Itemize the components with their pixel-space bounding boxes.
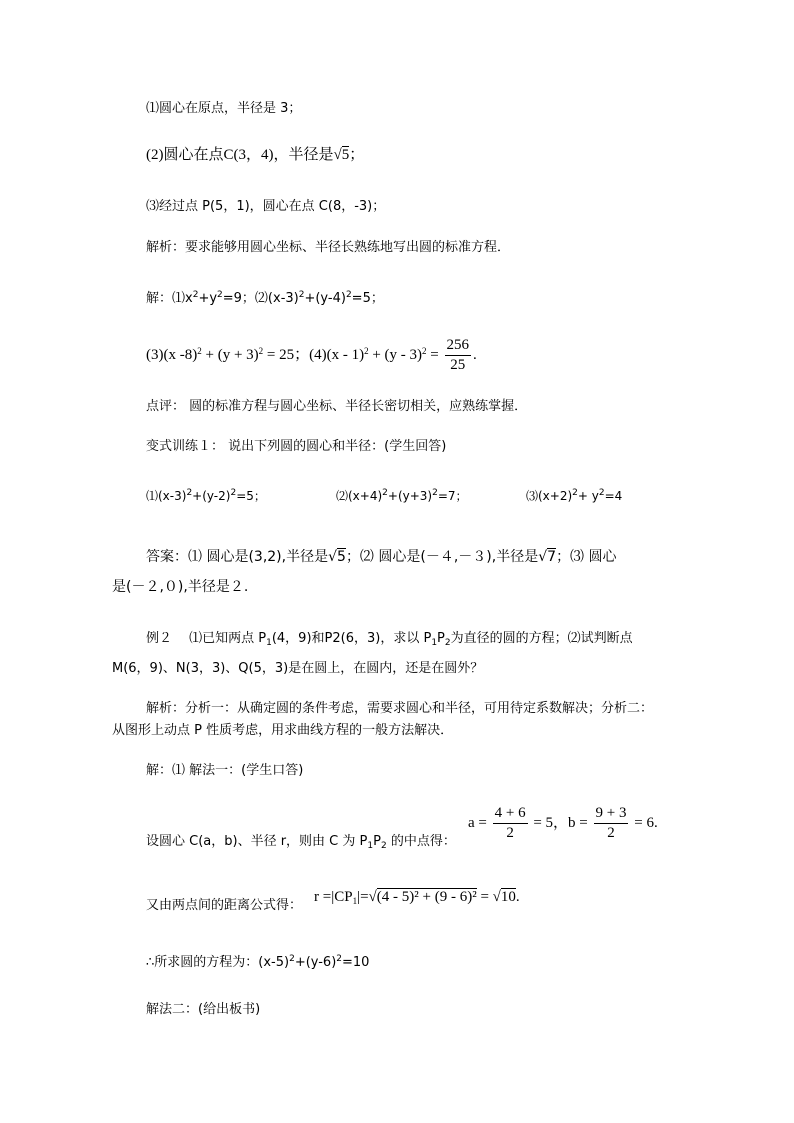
text: ∴所求圆的方程为：(x-5) bbox=[146, 955, 290, 970]
distance-equation bbox=[314, 890, 520, 905]
exercise-heading: 变式训练１： 说出下列圆的圆心和半径：(学生回答) bbox=[146, 439, 447, 454]
numerator: 4 + 6 bbox=[494, 805, 526, 821]
exponent: 2 bbox=[258, 345, 264, 356]
text: +(y+3) bbox=[387, 489, 433, 503]
text: = bbox=[426, 346, 443, 363]
text: ⑵(x+4) bbox=[336, 489, 383, 503]
denominator: 25 bbox=[445, 355, 472, 373]
text: a = bbox=[468, 814, 491, 831]
subscript: 2 bbox=[444, 638, 451, 648]
text: ⑴(x-3) bbox=[146, 489, 187, 503]
text: =4 bbox=[604, 489, 623, 503]
exponent: 2 bbox=[432, 488, 438, 498]
circle-equation bbox=[146, 956, 369, 969]
text: = 5，b = bbox=[529, 814, 592, 831]
subscript: 2 bbox=[380, 841, 387, 851]
sqrt-symbol: √ bbox=[538, 549, 548, 565]
text: ；⑵ 圆心是(－４,－３),半径是 bbox=[345, 549, 539, 565]
text: (3)(x -8) bbox=[146, 346, 198, 363]
text: =5； bbox=[236, 489, 266, 503]
text: 答案：⑴ 圆心是(3,2),半径是 bbox=[146, 549, 329, 565]
exponent: 2 bbox=[422, 345, 427, 356]
text: +y bbox=[198, 291, 218, 306]
solution-method-1: 解：⑴ 解法一：(学生口答) bbox=[146, 763, 304, 778]
numerator: 256 bbox=[446, 337, 470, 353]
question-3: ⑶经过点 P(5，1)，圆心在点 C(8，-3)； bbox=[146, 199, 386, 214]
text: 例２ ⑴已知两点 P bbox=[146, 631, 267, 646]
sqrt-symbol: √ bbox=[333, 147, 342, 163]
radicand: 5 bbox=[337, 549, 346, 565]
question-2-text: (2)圆心在点C(3，4)，半径是 bbox=[146, 147, 334, 163]
text: = bbox=[476, 889, 493, 905]
text: ；⑶ 圆心 bbox=[556, 549, 617, 565]
exponent: 2 bbox=[197, 345, 202, 356]
sqrt-symbol: √ bbox=[328, 549, 338, 565]
text: 为直径的圆的方程；⑵试判断点 bbox=[450, 631, 633, 646]
text: r =|CP bbox=[314, 889, 353, 905]
numerator: 9 + 3 bbox=[595, 805, 627, 821]
solution-2 bbox=[146, 338, 477, 373]
text: 设圆心 C(a，b)、半径 r，则由 C 为 P bbox=[146, 834, 368, 849]
midpoint-text bbox=[146, 834, 456, 851]
text: 解：⑴x bbox=[146, 291, 193, 306]
exponent: 2 bbox=[298, 290, 305, 300]
exercise-item-3 bbox=[526, 490, 622, 503]
exponent: 2 bbox=[230, 488, 237, 498]
exercise-item-2 bbox=[336, 490, 468, 503]
text: = 6. bbox=[630, 814, 658, 831]
midpoint-equation bbox=[468, 806, 658, 841]
comment: 点评： 圆的标准方程与圆心坐标、半径长密切相关，应熟练掌握． bbox=[146, 399, 528, 414]
text: +(y-4) bbox=[304, 291, 346, 306]
solution-1 bbox=[146, 292, 384, 305]
exponent: 2 bbox=[382, 488, 388, 498]
example-2-line-2: M(6，9)、N(3，3)、Q(5，3)是在圆上，在圆内，还是在圆外？ bbox=[112, 661, 484, 676]
question-2 bbox=[146, 148, 364, 163]
subscript: 1 bbox=[367, 841, 374, 851]
subscript: 1 bbox=[352, 896, 358, 906]
fraction-b bbox=[594, 806, 629, 841]
text: 的中点得： bbox=[386, 834, 456, 849]
sqrt-symbol: √ bbox=[368, 889, 377, 905]
answer-line-1 bbox=[146, 550, 617, 564]
exponent: 2 bbox=[572, 488, 578, 498]
exponent: 2 bbox=[289, 954, 295, 964]
text: P bbox=[373, 834, 381, 849]
example-2-line-1 bbox=[146, 631, 633, 648]
radicand: 10 bbox=[500, 889, 516, 905]
exponent: 2 bbox=[364, 345, 369, 356]
exponent: 2 bbox=[598, 488, 605, 498]
text: +(y-6) bbox=[294, 955, 337, 970]
text: P bbox=[437, 631, 445, 646]
text: |= bbox=[357, 889, 369, 905]
text: =7； bbox=[437, 489, 468, 503]
exponent: 2 bbox=[186, 488, 193, 498]
denominator: 2 bbox=[493, 823, 528, 841]
solution-method-2: 解法二：(给出板书) bbox=[146, 1002, 261, 1017]
question-1: ⑴圆心在原点，半径是 3； bbox=[146, 101, 302, 116]
analysis-2-line-1: 解析：分析一：从确定圆的条件考虑，需要求圆心和半径，可用待定系数解决；分析二： bbox=[146, 701, 654, 716]
text: ⑶(x+2) bbox=[526, 489, 573, 503]
subscript: 1 bbox=[266, 638, 272, 648]
text: +(y-2) bbox=[192, 489, 231, 503]
radicand: 5 bbox=[341, 147, 350, 163]
exponent: 2 bbox=[345, 290, 352, 300]
text: (4，9)和P2(6，3)，求以 P bbox=[271, 631, 432, 646]
exponent: 2 bbox=[217, 290, 223, 300]
radicand: (4 - 5)² + (9 - 6)² bbox=[376, 889, 477, 905]
text: =9；⑵(x-3) bbox=[222, 291, 299, 306]
question-2-end: ； bbox=[349, 147, 365, 163]
radicand: 7 bbox=[547, 549, 557, 565]
text: + (y - 3) bbox=[368, 346, 423, 363]
text: + (y + 3) bbox=[201, 346, 259, 363]
exponent: 2 bbox=[192, 290, 199, 300]
answer-line-2: 是(－２,０),半径是２. bbox=[112, 579, 249, 595]
exponent: 2 bbox=[336, 954, 343, 964]
distance-text: 又由两点间的距离公式得： bbox=[146, 898, 303, 913]
denominator: 2 bbox=[594, 823, 629, 841]
text: + y bbox=[577, 489, 599, 503]
text: . bbox=[515, 889, 520, 905]
sqrt-symbol: √ bbox=[492, 889, 501, 905]
text: =10 bbox=[342, 955, 370, 970]
analysis-2-line-2: 从图形上动点 P 性质考虑，用求曲线方程的一般方法解决． bbox=[112, 723, 454, 738]
fraction bbox=[445, 338, 472, 373]
analysis-1: 解析：要求能够用圆心坐标、半径长熟练地写出圆的标准方程． bbox=[146, 240, 511, 255]
exercise-item-1 bbox=[146, 490, 266, 503]
fraction-a bbox=[493, 806, 528, 841]
text: = 25；(4)(x - 1) bbox=[263, 346, 365, 363]
text: =5； bbox=[351, 291, 384, 306]
text: . bbox=[473, 346, 477, 363]
subscript: 1 bbox=[431, 638, 438, 648]
